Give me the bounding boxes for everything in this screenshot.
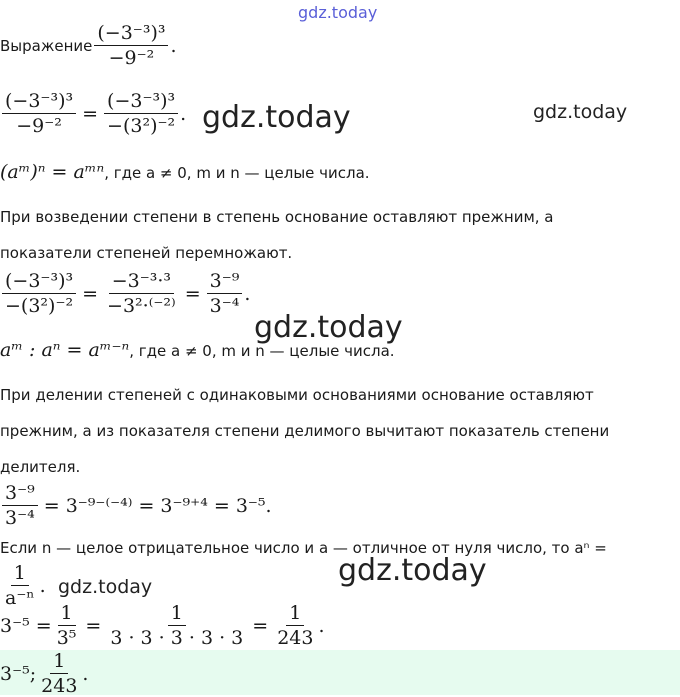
step1-line [0, 90, 186, 137]
step2-a-den: −(3²)⁻² [5, 295, 74, 317]
step1-rhs-num: (−3⁻³)³ [104, 90, 178, 114]
rule3-num: 1 [11, 562, 29, 586]
text2-line-1: При делении степеней с одинаковыми основаниями основание оставляют [0, 386, 594, 404]
step2-c-fraction [207, 270, 243, 317]
rule2-rest: , где a ≠ 0, m и n — целые числа. [129, 342, 395, 360]
step4-f1 [54, 602, 80, 649]
step4-f2-den: 3 · 3 · 3 · 3 · 3 [110, 627, 244, 649]
step1-lhs-den: −9⁻² [16, 115, 62, 137]
step2-line [0, 270, 250, 317]
step3-fraction [2, 482, 38, 529]
intro-fraction [94, 22, 168, 69]
step4-f3-num: 1 [286, 602, 304, 626]
answer-fraction [38, 650, 80, 697]
step4-line [0, 602, 325, 649]
watermark-lower-big: gdz.today [338, 553, 487, 588]
step3-num: 3⁻⁹ [2, 482, 38, 506]
step2-b-den: −3²·⁽⁻²⁾ [107, 295, 176, 317]
step4-f1-den: 3⁵ [56, 627, 77, 649]
answer-first: 3⁻⁵; [0, 662, 37, 685]
step3-line [0, 482, 272, 529]
step1-lhs-fraction [2, 90, 76, 137]
intro-line [0, 22, 177, 69]
step4-eq-1: = [85, 614, 102, 637]
answer-line [0, 650, 88, 697]
step2-eq-2: = [184, 282, 201, 305]
step1-rhs-den: −(3²)⁻² [107, 115, 176, 137]
answer-highlight [0, 650, 680, 695]
rule1-line [0, 161, 370, 183]
intro-end: . [170, 34, 177, 57]
text1-line-1: При возведении степени в степень основание оставляют прежним, а [0, 208, 554, 226]
watermark-lower-small: gdz.today [58, 576, 153, 598]
rule2-line [0, 339, 395, 361]
step1-lhs-num: (−3⁻³)³ [2, 90, 76, 114]
step1-end: . [180, 102, 187, 125]
step2-c-den: 3⁻⁴ [209, 295, 240, 317]
rule3-text: Если n — целое отрицательное число и a — отличное от нуля число, то aⁿ = [0, 539, 607, 557]
step3-den: 3⁻⁴ [5, 507, 35, 529]
rule3-den: a⁻ⁿ [5, 587, 35, 609]
text2-line-2: прежним, а из показателя степени делимого вычитают показатель степени [0, 422, 610, 440]
rule3-end: . [39, 574, 46, 597]
step4-f1-num: 1 [58, 602, 76, 626]
watermark-mid: gdz.today [254, 310, 403, 345]
step4-f2-num: 1 [168, 602, 186, 626]
watermark-line2-right: gdz.today [533, 101, 628, 123]
step2-end: . [244, 282, 251, 305]
step2-c-num: 3⁻⁹ [207, 270, 243, 294]
intro-den: −9⁻² [108, 47, 155, 69]
watermark-top: gdz.today [298, 3, 378, 22]
text2-line-3: делителя. [0, 458, 81, 476]
step2-b-fraction [104, 270, 179, 317]
step2-a-fraction [2, 270, 76, 317]
rule2-formula: aᵐ : aⁿ = aᵐ⁻ⁿ [0, 339, 130, 361]
step4-f2 [107, 602, 246, 649]
step2-a-num: (−3⁻³)³ [2, 270, 76, 294]
step4-end: . [318, 614, 325, 637]
text1-line-2: показатели степеней перемножают. [0, 244, 293, 262]
answer-num: 1 [50, 650, 68, 674]
answer-den: 243 [41, 675, 78, 697]
watermark-line2-mid: gdz.today [202, 100, 351, 135]
step2-eq-1: = [82, 282, 99, 305]
step1-rhs-fraction [104, 90, 178, 137]
step4-f3 [274, 602, 316, 649]
step4-f3-den: 243 [277, 627, 314, 649]
rule1-rest: , где a ≠ 0, m и n — целые числа. [104, 164, 370, 182]
answer-end: . [82, 662, 89, 685]
step4-eq-2: = [252, 614, 269, 637]
intro-num: (−3⁻³)³ [94, 22, 168, 46]
step1-eq: = [82, 102, 99, 125]
intro-label: Выражение [0, 36, 93, 55]
rule1-formula: (aᵐ)ⁿ = aᵐⁿ [0, 161, 105, 183]
step2-b-num: −3⁻³·³ [109, 270, 174, 294]
step3-rest: = 3⁻⁹⁻⁽⁻⁴⁾ = 3⁻⁹⁺⁴ = 3⁻⁵. [43, 494, 272, 517]
step4-lhs: 3⁻⁵ = [0, 614, 52, 637]
